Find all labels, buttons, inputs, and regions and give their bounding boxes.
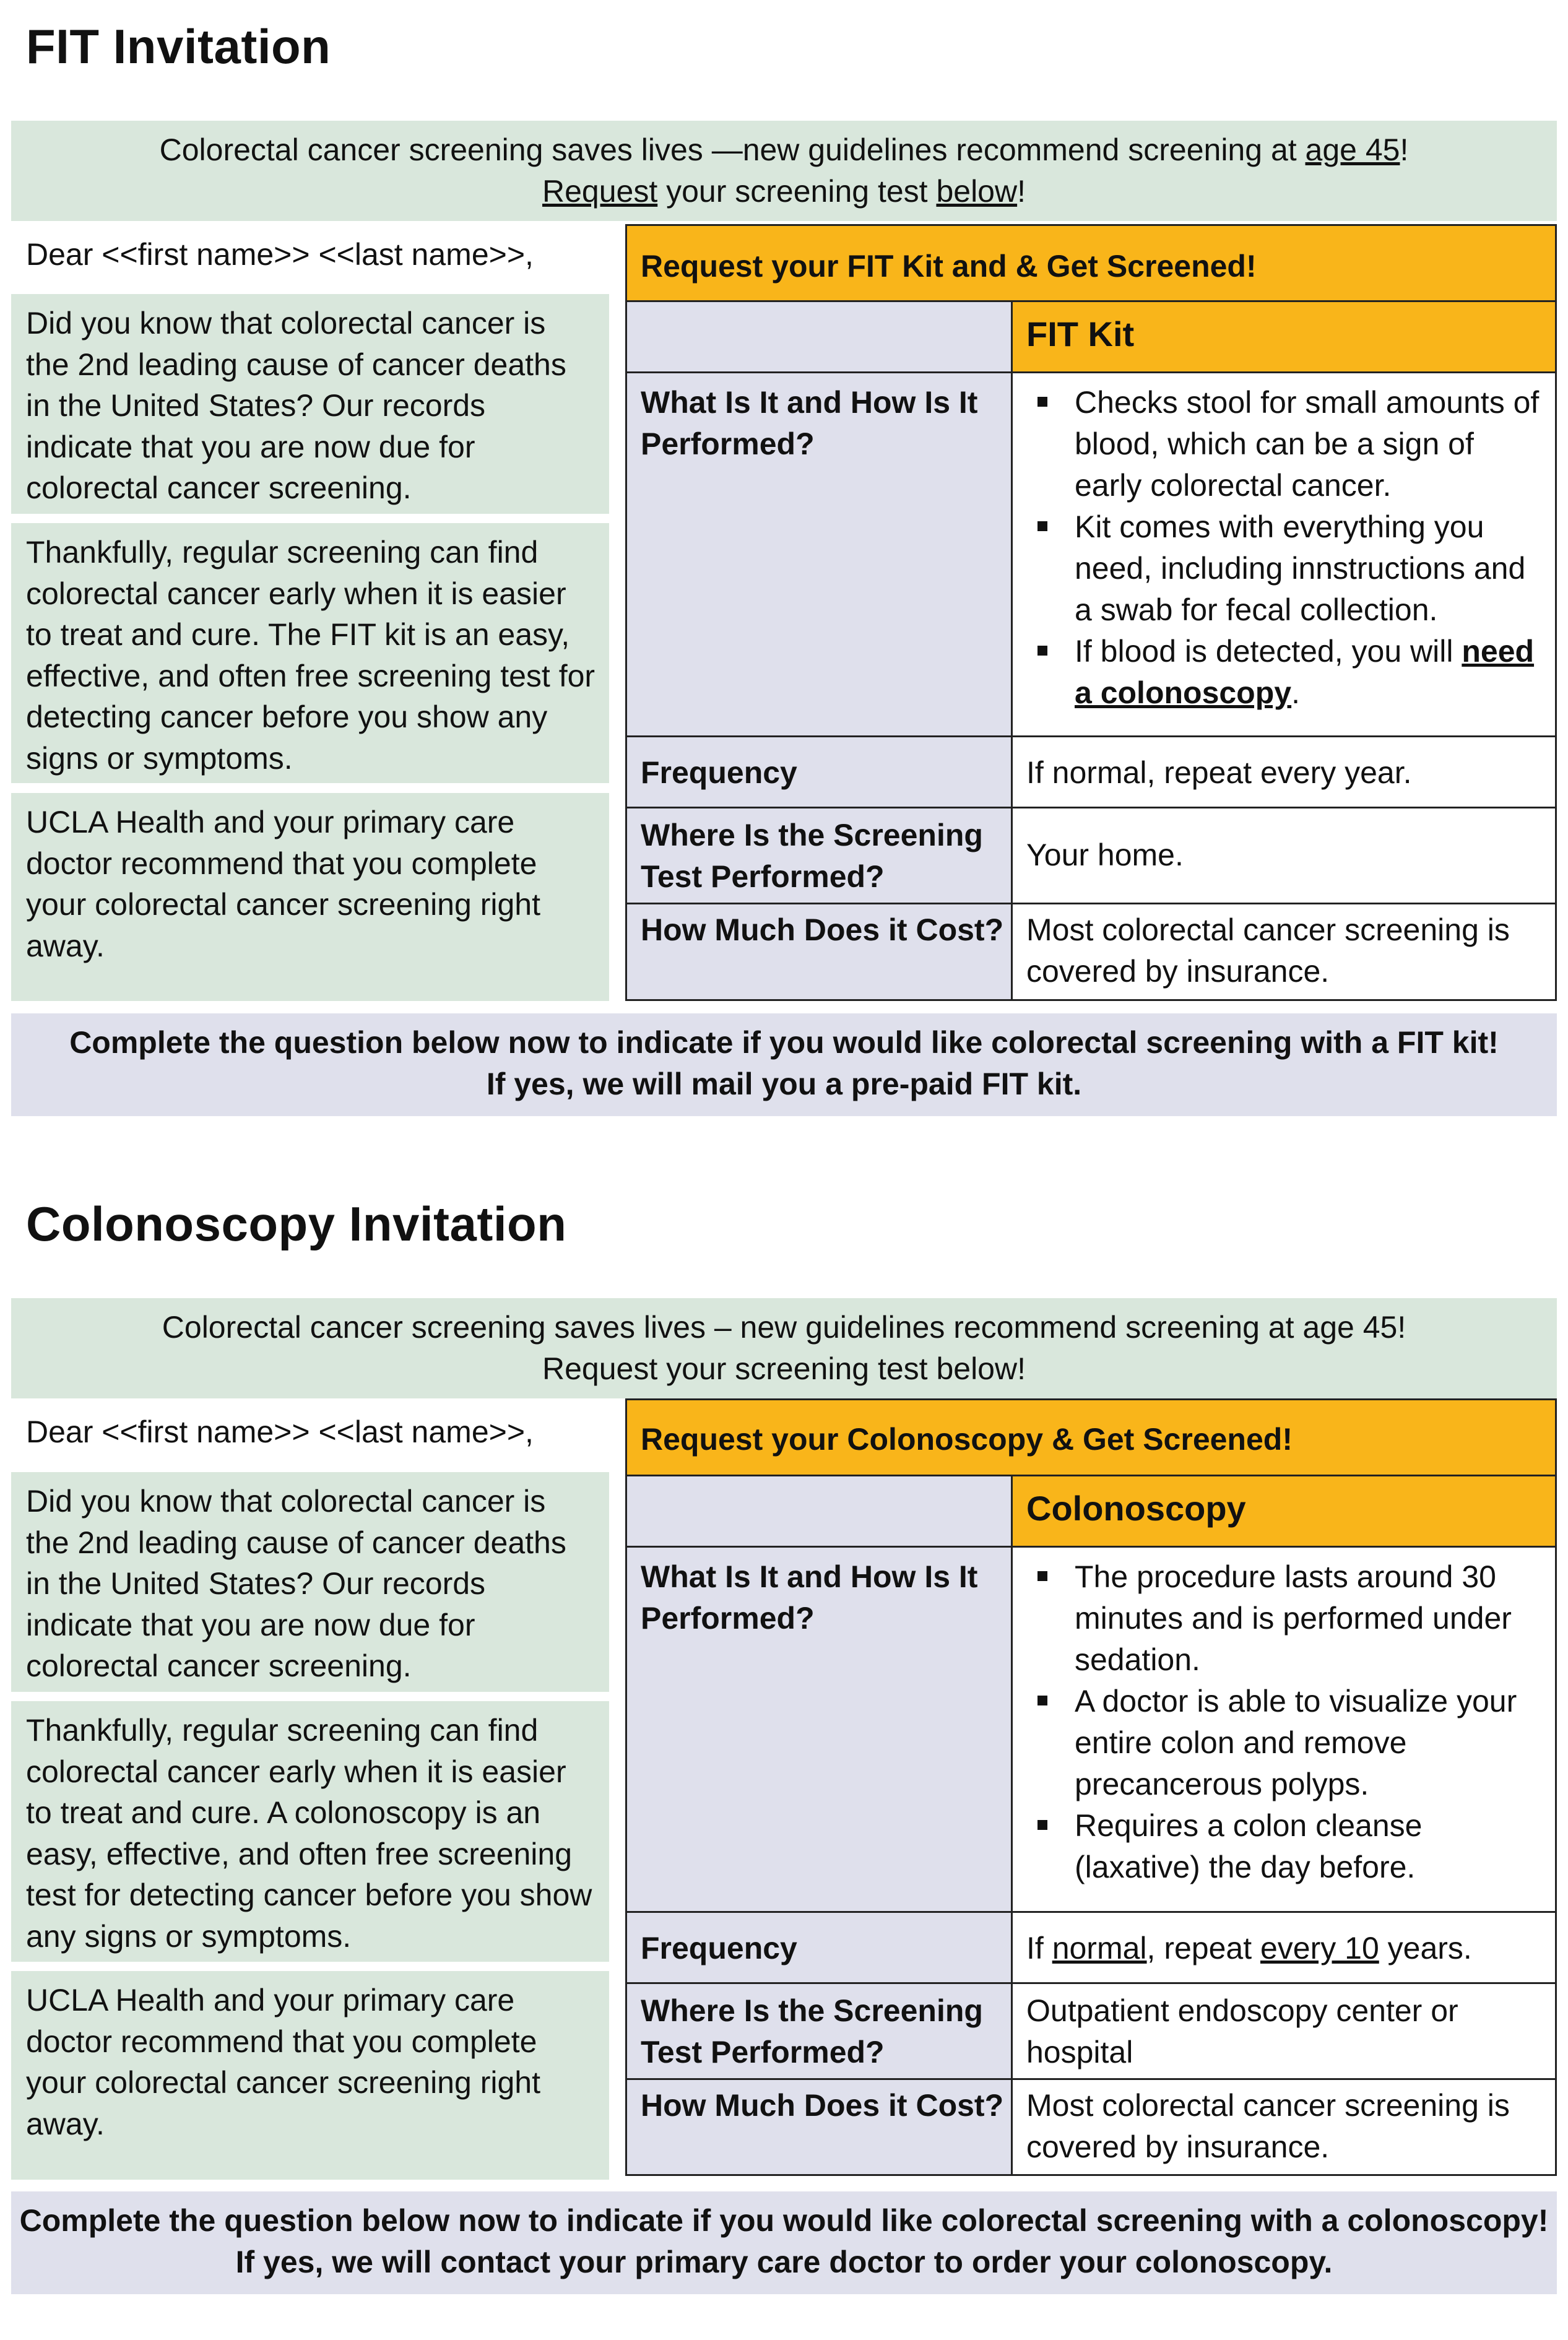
colo-cost-value: Most colorectal cancer screening is covered by insurance. (1013, 2080, 1555, 2174)
colo-what-value (1013, 1548, 1555, 1911)
colo-frequency-normal: normal (1052, 1931, 1147, 1965)
fit-greeting: Dear <<first name>> <<last name>>, (26, 237, 534, 272)
colo-bullet-2: A doctor is able to visualize your entire colon and remove precancerous polyps. (1013, 1681, 1543, 1805)
fit-table-header: Request your FIT Kit and & Get Screened! (627, 226, 1555, 300)
colo-table-rule (627, 1475, 1555, 1476)
fit-bullet-3-text: If blood is detected, you will (1075, 634, 1462, 669)
fit-bullet-3-end: . (1291, 675, 1300, 710)
colo-frequency-every-10: every 10 (1260, 1931, 1379, 1965)
colo-table-rule (627, 1911, 1555, 1913)
fit-empty-header-cell (627, 302, 1011, 371)
fit-paragraph-2: Thankfully, regular screening can find colorectal cancer early when it is easier to treat and cure. The FIT kit is an easy, effective, and often free screening test for detecting cancer before you show any signs or symptoms. (11, 523, 609, 783)
colo-table-rule (627, 1982, 1555, 1984)
fit-banner-punct: ! (1017, 174, 1026, 209)
colo-cost-label: How Much Does it Cost? (627, 2080, 1011, 2174)
fit-banner-line-2 (11, 171, 1557, 212)
fit-banner-age: age 45 (1305, 132, 1400, 167)
colonoscopy-invitation-title: Colonoscopy Invitation (26, 1197, 567, 1251)
colo-frequency-label: Frequency (627, 1913, 1011, 1982)
fit-banner-line-1 (11, 129, 1557, 171)
fit-call-to-action (11, 1013, 1557, 1116)
colo-frequency-text: years. (1379, 1931, 1472, 1965)
colo-table-rule (627, 2078, 1555, 2080)
colo-paragraph-2: Thankfully, regular screening can find colorectal cancer early when it is easier to treat and cure. A colonoscopy is an easy, effective, and often free screening test for detecting cancer before you show any signs or symptoms. (11, 1701, 609, 1962)
colo-frequency-value (1013, 1913, 1555, 1982)
fit-bullet-list (1013, 382, 1543, 714)
fit-table-rule (627, 903, 1555, 904)
colo-paragraph-3: UCLA Health and your primary care doctor recommend that you complete your colorectal cancer screening right away. (11, 1971, 609, 2180)
colo-table-column-rule (1011, 1476, 1013, 2174)
fit-where-value: Your home. (1013, 808, 1555, 903)
colo-bullet-1: The procedure lasts around 30 minutes and is performed under sedation. (1013, 1556, 1543, 1681)
fit-banner-text: Colorectal cancer screening saves lives —new guidelines recommend screening at (159, 132, 1306, 167)
colo-where-label: Where Is the Screening Test Performed? (627, 1984, 1011, 2078)
fit-table-rule (627, 807, 1555, 808)
colonoscopy-column-header: Colonoscopy (1013, 1476, 1555, 1546)
colo-greeting: Dear <<first name>> <<last name>>, (26, 1415, 534, 1449)
fit-paragraph-1: Did you know that colorectal cancer is the 2nd leading cause of cancer deaths in the United States? Our records indicate that you are now due for colorectal cancer screening. (11, 294, 609, 514)
colo-frequency-text: , repeat (1146, 1931, 1260, 1965)
fit-cost-value: Most colorectal cancer screening is covered by insurance. (1013, 904, 1555, 999)
fit-invitation-title: FIT Invitation (26, 19, 331, 74)
colo-call-to-action (11, 2191, 1557, 2294)
fit-bullet-3 (1013, 631, 1543, 714)
colo-paragraph-1: Did you know that colorectal cancer is the 2nd leading cause of cancer deaths in the United States? Our records indicate that you are now due for colorectal cancer screening. (11, 1472, 609, 1692)
fit-what-value (1013, 373, 1555, 735)
colo-bullet-3: Requires a colon cleanse (laxative) the day before. (1013, 1805, 1543, 1888)
colo-info-table (625, 1398, 1557, 2176)
fit-cta-line-1: Complete the question below now to indicate if you would like colorectal screening with a FIT kit! (69, 1025, 1499, 1060)
fit-cta-line-2: If yes, we will mail you a pre-paid FIT kit. (486, 1067, 1082, 1101)
fit-banner-request: Request (542, 174, 658, 209)
fit-table-rule (627, 735, 1555, 737)
fit-where-label: Where Is the Screening Test Performed? (627, 808, 1011, 903)
colo-cta-line-2: If yes, we will contact your primary care doctor to order your colonoscopy. (235, 2245, 1333, 2279)
colo-table-header: Request your Colonoscopy & Get Screened! (627, 1400, 1555, 1475)
fit-bullet-2: Kit comes with everything you need, including innstructions and a swab for fecal collection. (1013, 506, 1543, 631)
colo-table-rule (627, 1546, 1555, 1548)
fit-banner (11, 121, 1557, 221)
colo-frequency-text: If (1026, 1931, 1052, 1965)
colo-what-label: What Is It and How Is It Performed? (627, 1548, 1011, 1911)
fit-need-colonoscopy: need a colonoscopy (1075, 634, 1535, 710)
colo-banner-line-2: Request your screening test below! (542, 1351, 1026, 1386)
colo-empty-header-cell (627, 1476, 1011, 1546)
colo-banner (11, 1298, 1557, 1398)
fit-table-rule (627, 300, 1555, 302)
fit-bullet-1: Checks stool for small amounts of blood, which can be a sign of early colorectal cancer. (1013, 382, 1543, 506)
fit-cost-label: How Much Does it Cost? (627, 904, 1011, 999)
fit-what-label: What Is It and How Is It Performed? (627, 373, 1011, 735)
fit-banner-text: your screening test (657, 174, 937, 209)
colo-cta-line-1: Complete the question below now to indicate if you would like colorectal screening with a colonoscopy! (19, 2203, 1549, 2238)
fit-table-rule (627, 371, 1555, 373)
colo-bullet-list (1013, 1556, 1543, 1888)
fit-info-table (625, 224, 1557, 1001)
fit-kit-column-header: FIT Kit (1013, 302, 1555, 371)
fit-banner-punct: ! (1400, 132, 1409, 167)
fit-table-column-rule (1011, 302, 1013, 999)
fit-frequency-value: If normal, repeat every year. (1013, 737, 1555, 807)
fit-banner-below: below (936, 174, 1018, 209)
fit-paragraph-3: UCLA Health and your primary care doctor recommend that you complete your colorectal cancer screening right away. (11, 793, 609, 1001)
colo-banner-line-1: Colorectal cancer screening saves lives – new guidelines recommend screening at age 45! (162, 1310, 1406, 1345)
colo-where-value: Outpatient endoscopy center or hospital (1013, 1984, 1555, 2078)
fit-frequency-label: Frequency (627, 737, 1011, 807)
